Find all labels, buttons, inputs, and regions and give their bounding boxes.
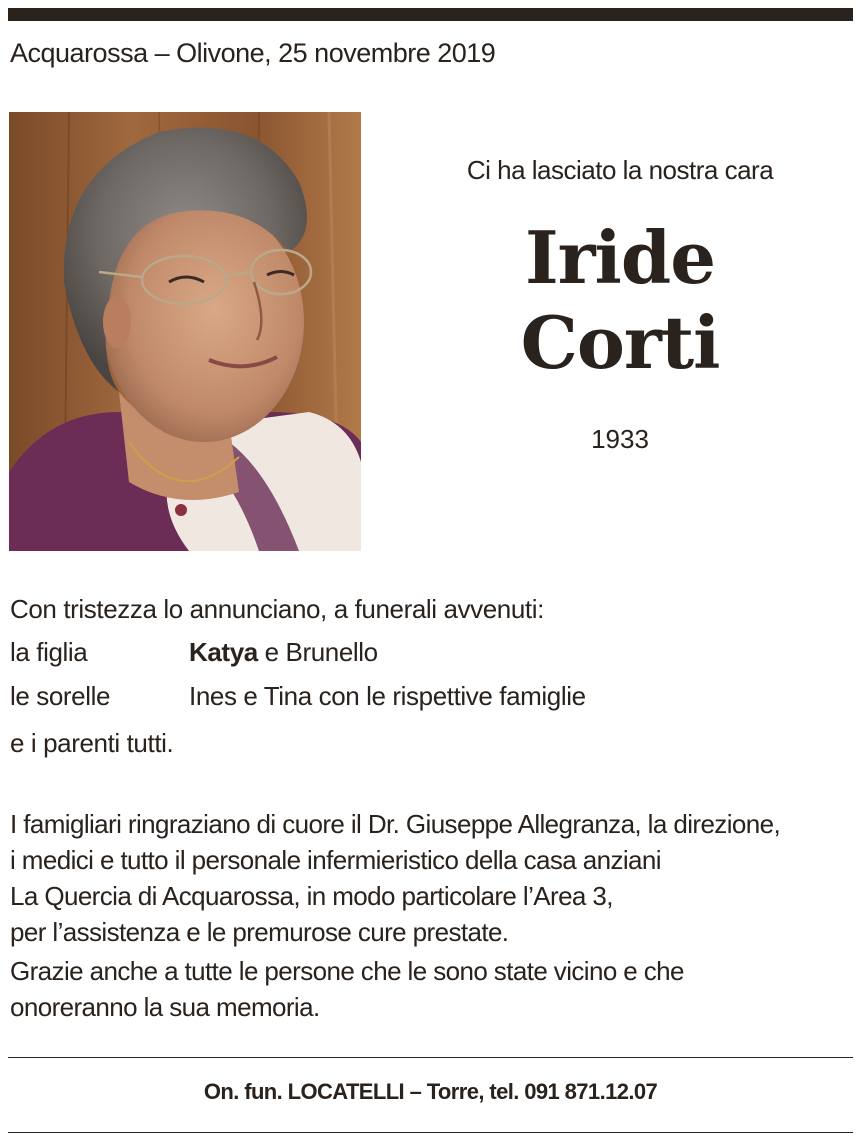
thanks-line: per l’assistenza e le premurose cure prestate. (10, 917, 509, 947)
relative-names-sisters (189, 681, 586, 712)
relative-label-daughter: la figlia (10, 637, 88, 667)
footer-suffix: – Torre, tel. 091 871.12.07 (404, 1079, 658, 1104)
thanks-line: Grazie anche a tutte le persone che le sono state vicino e che (10, 956, 684, 986)
deceased-last-name: Corti (520, 300, 720, 385)
thanks-paragraph (10, 806, 780, 950)
thanks-line: I famigliari ringraziano di cuore il Dr. Giuseppe Allegranza, la direzione, (10, 809, 781, 839)
deceased-first-name: Iride (524, 215, 716, 300)
relative-names-rest: Ines e Tina con le rispettive famiglie (189, 681, 586, 711)
portrait-photo (9, 112, 361, 551)
announcement-lead: Con tristezza lo annunciano, a funerali avvenuti: (10, 594, 544, 624)
footer-company: LOCATELLI (287, 1079, 405, 1104)
relative-names-daughter (189, 637, 378, 668)
intro-text: Ci ha lasciato la nostra cara (466, 155, 774, 185)
portrait-illustration (9, 112, 361, 551)
relative-label-sisters: le sorelle (10, 681, 111, 711)
thanks-line: onoreranno la sua memoria. (10, 992, 320, 1022)
announcement-closing: e i parenti tutti. (10, 728, 174, 758)
relative-names-rest: e Brunello (257, 637, 378, 667)
relative-highlight-name: Katya (189, 637, 258, 667)
funeral-home-footer (8, 1079, 853, 1105)
thanks-extra-paragraph (10, 953, 684, 1025)
top-rule (8, 8, 853, 21)
footer-prefix: On. fun. (203, 1079, 288, 1104)
footer-bottom-rule (8, 1132, 853, 1133)
birth-year: 1933 (591, 424, 649, 454)
thanks-line: La Quercia di Acquarossa, in modo particolare l’Area 3, (10, 881, 613, 911)
place-date: Acquarossa – Olivone, 25 novembre 2019 (10, 38, 496, 68)
footer-top-rule (8, 1057, 853, 1058)
thanks-line: i medici e tutto il personale infermieristico della casa anziani (10, 845, 661, 875)
